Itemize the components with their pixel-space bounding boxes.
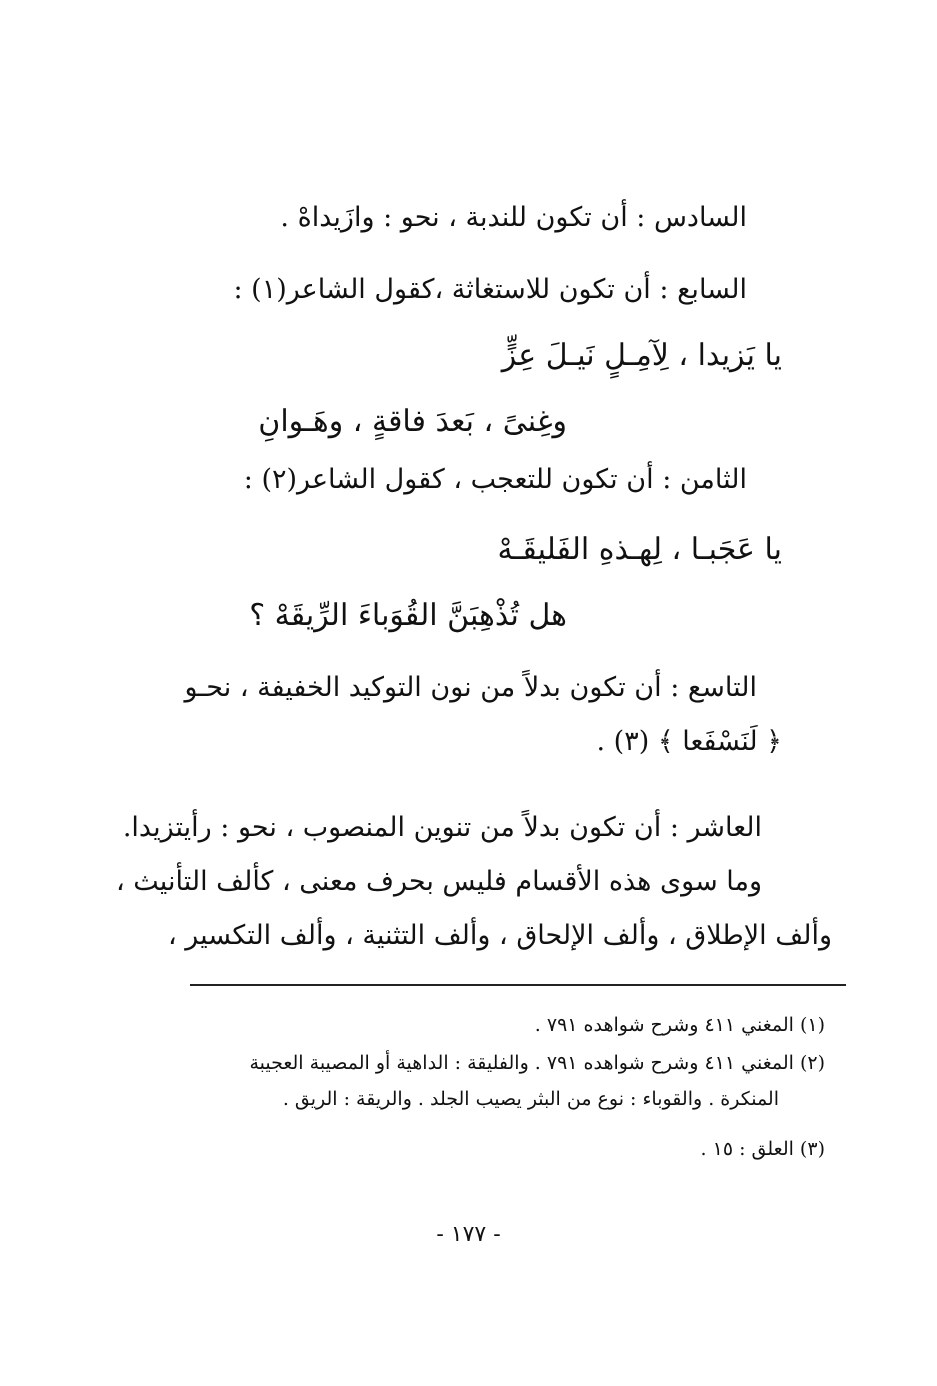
text-line-1: السادس : أن تكون للندبة ، نحو : وازَيداهْ . <box>280 202 747 233</box>
text-line-7: وألف الإطلاق ، وألف الإلحاق ، وألف التثنية ، وألف التكسير ، <box>167 920 832 951</box>
text-line-4: التاسع : أن تكون بدلاً من نون التوكيد الخفيفة ، نحـو <box>184 672 757 703</box>
footnote-separator <box>190 984 846 986</box>
text-line-2: السابع : أن تكون للاستغاثة ،كقول الشاعر(١) : <box>233 274 747 305</box>
footnote-3: (٣) العلق : ١٥ . <box>700 1138 825 1160</box>
footnote-2-continued: المنكرة . والقوباء : نوع من البثر يصيب الجلد . والريقة : الريق . <box>282 1088 779 1110</box>
page-number: - ١٧٧ - <box>436 1222 501 1247</box>
text-line-3: الثامن : أن تكون للتعجب ، كقول الشاعر(٢) : <box>243 464 747 495</box>
footnote-2: (٢) المغني ٤١١ وشرح شواهده ٧٩١ . والفليقة : الداهية أو المصيبة العجيبة <box>249 1052 825 1074</box>
footnote-1: (١) المغني ٤١١ وشرح شواهده ٧٩١ . <box>534 1014 825 1036</box>
text-line-5: العاشر : أن تكون بدلاً من تنوين المنصوب ، نحو : رأيتزيدا. <box>122 812 762 843</box>
verse-line-1: يا يَزيدا ، لِآمِـلٍ نَيـلَ عِزٍّ <box>501 338 782 373</box>
text-line-6: وما سوى هذه الأقسام فليس بحرف معنى ، كألف التأنيث ، <box>116 866 762 897</box>
verse-line-3: يا عَجَبـا ، لِهـذهِ الفَليقَـهْ <box>497 532 782 567</box>
verse-line-2: وغِنىً ، بَعدَ فاقةٍ ، وهَـوانِ <box>258 404 567 439</box>
verse-line-4: هل تُذْهِبَنَّ القُوَباءَ الرِّيقَهْ ؟ <box>249 598 567 633</box>
quran-citation-line: ﴿ لَنَسْفَعا ﴾ (٣) . <box>596 726 782 757</box>
